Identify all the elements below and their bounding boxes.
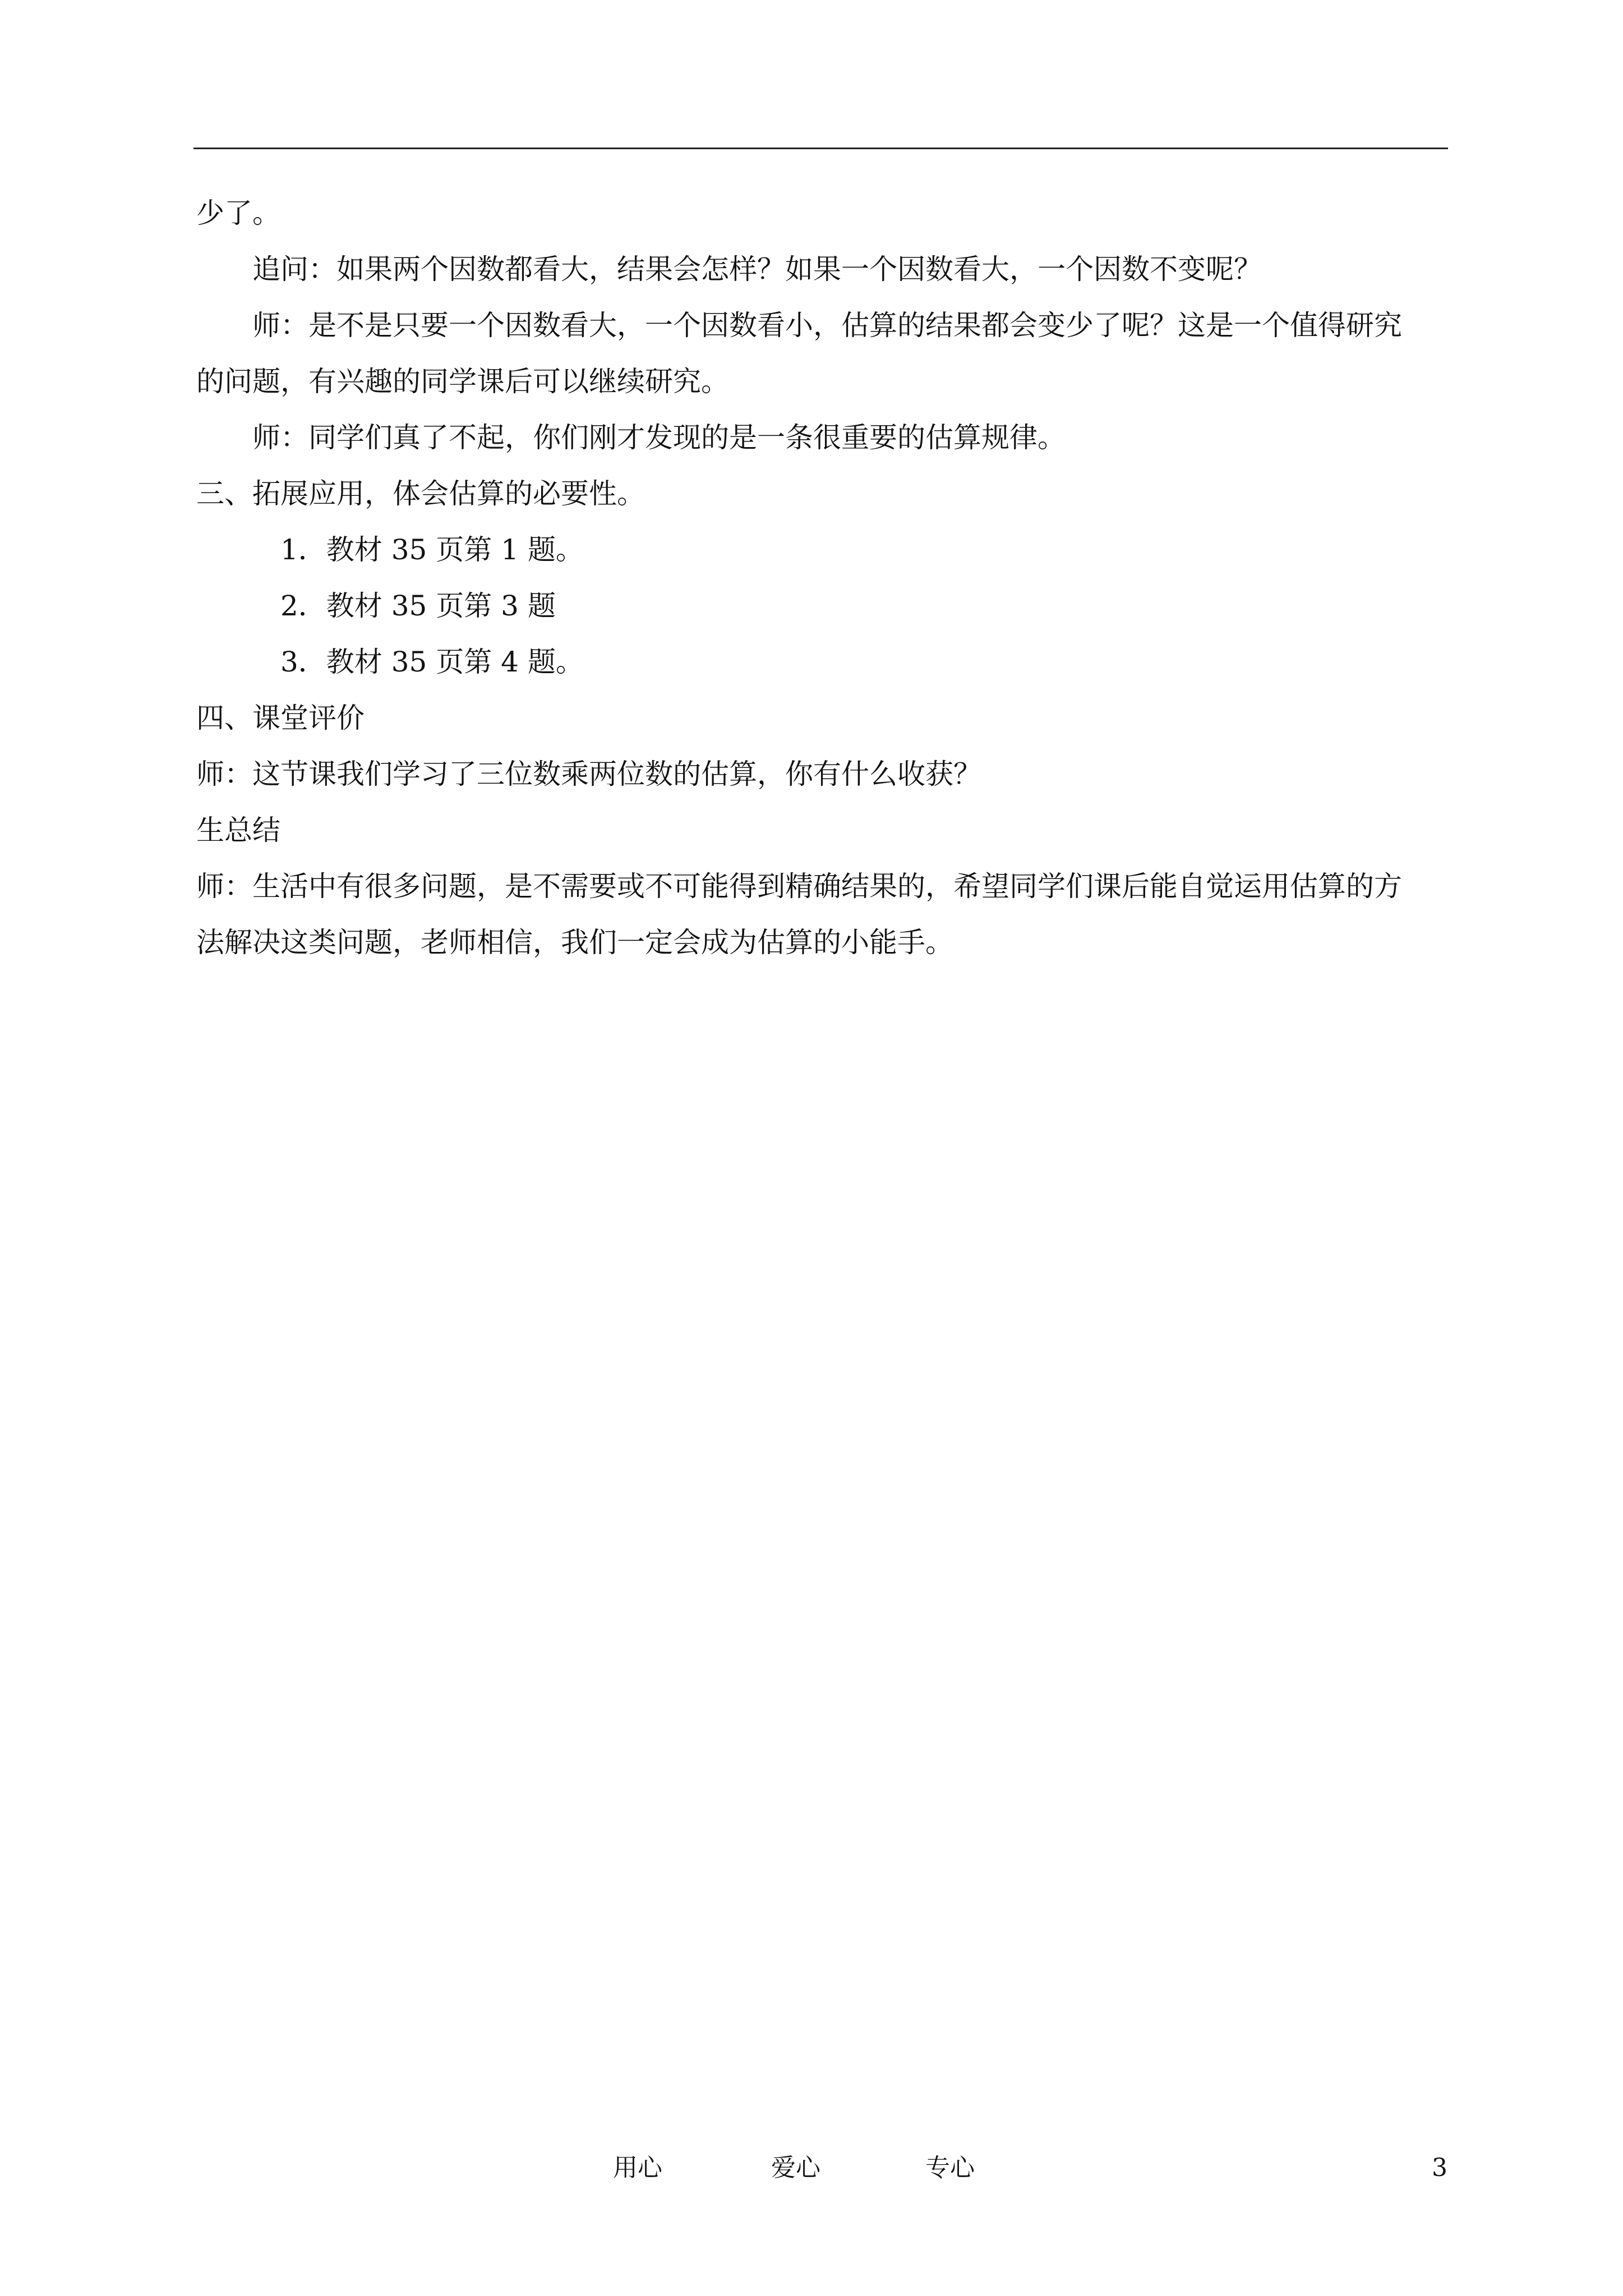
footer-motto-1: 用心 [613, 2154, 662, 2182]
header-rule [193, 148, 1448, 149]
paragraph-teacher-closing: 师：生活中有很多问题，是不需要或不可能得到精确结果的，希望同学们课后能自觉运用估算的方 [196, 870, 1402, 903]
footer-motto-3: 专心 [925, 2154, 975, 2182]
section-heading-4: 四、课堂评价 [196, 702, 365, 734]
paragraph-continuation: 少了。 [196, 197, 280, 229]
document-body [196, 185, 1447, 970]
paragraph-teacher-question-cont: 的问题，有兴趣的同学课后可以继续研究。 [196, 365, 729, 398]
exercise-item-1: 1．教材 35 页第 1 题。 [280, 533, 584, 566]
exercise-item-2: 2．教材 35 页第 3 题 [280, 590, 556, 622]
section-heading-3: 三、拓展应用，体会估算的必要性。 [196, 477, 645, 510]
paragraph-teacher-closing-cont: 法解决这类问题，老师相信，我们一定会成为估算的小能手。 [196, 926, 953, 959]
paragraph-teacher-summary-question: 师：这节课我们学习了三位数乘两位数的估算，你有什么收获？ [196, 758, 981, 790]
footer-motto-2: 爱心 [771, 2154, 820, 2182]
page-number: 3 [1432, 2154, 1447, 2182]
paragraph-student-summary: 生总结 [196, 814, 280, 846]
paragraph-teacher-praise: 师：同学们真了不起，你们刚才发现的是一条很重要的估算规律。 [252, 421, 1066, 454]
exercise-item-3: 3．教材 35 页第 4 题。 [280, 646, 584, 678]
paragraph-teacher-question: 师：是不是只要一个因数看大，一个因数看小，估算的结果都会变少了呢？这是一个值得研究 [252, 309, 1402, 342]
paragraph-follow-up-question: 追问：如果两个因数都看大，结果会怎样？如果一个因数看大，一个因数不变呢？ [252, 253, 1262, 286]
